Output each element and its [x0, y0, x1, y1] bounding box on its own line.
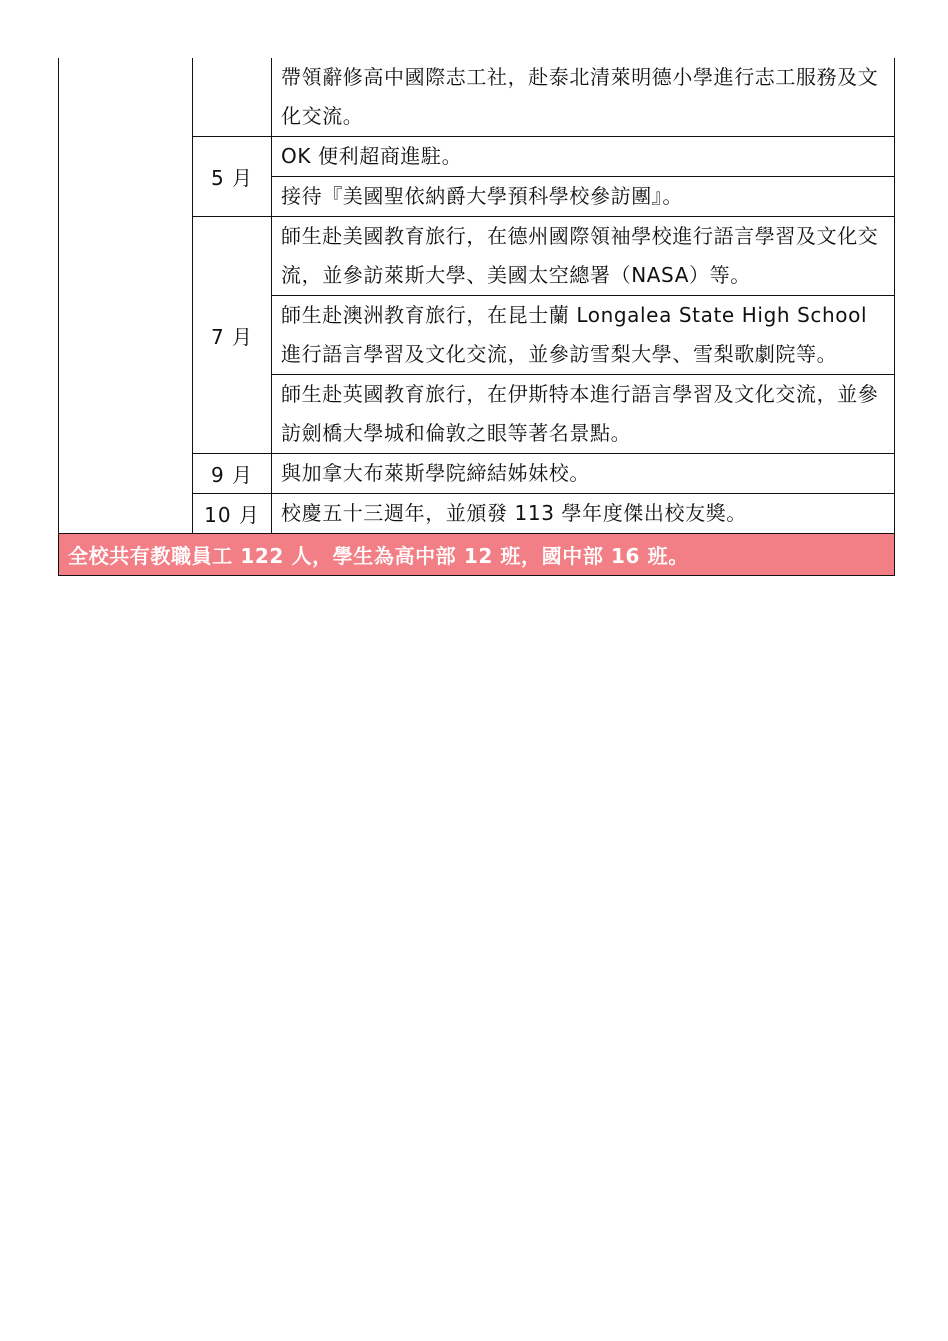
event-description: 師生赴澳洲教育旅行，在昆士蘭 Longalea State High School 進行語言學習及文化交流，並參訪雪梨大學、雪梨歌劇院等。 [272, 296, 895, 375]
month-cell: 10 月 [193, 494, 272, 534]
month-cell: 7 月 [193, 217, 272, 454]
event-description: 師生赴美國教育旅行，在德州國際領袖學校進行語言學習及文化交流，並參訪萊斯大學、美國太空總署（NASA）等。 [272, 217, 895, 296]
event-description: OK 便利超商進駐。 [272, 137, 895, 177]
footer-row [59, 534, 895, 576]
events-table [58, 58, 895, 576]
event-description: 接待『美國聖依納爵大學預科學校參訪團』。 [272, 177, 895, 217]
month-cell: 9 月 [193, 454, 272, 494]
category-cell [59, 58, 193, 534]
table-row [59, 58, 895, 137]
event-description: 師生赴英國教育旅行，在伊斯特本進行語言學習及文化交流，並參訪劍橋大學城和倫敦之眼等著名景點。 [272, 375, 895, 454]
event-description: 校慶五十三週年，並頒發 113 學年度傑出校友獎。 [272, 494, 895, 534]
event-description: 與加拿大布萊斯學院締結姊妹校。 [272, 454, 895, 494]
event-description: 帶領辭修高中國際志工社，赴泰北清萊明德小學進行志工服務及文化交流。 [272, 58, 895, 137]
month-cell: 5 月 [193, 137, 272, 217]
month-cell [193, 58, 272, 137]
school-summary: 全校共有教職員工 122 人，學生為高中部 12 班，國中部 16 班。 [59, 534, 895, 576]
